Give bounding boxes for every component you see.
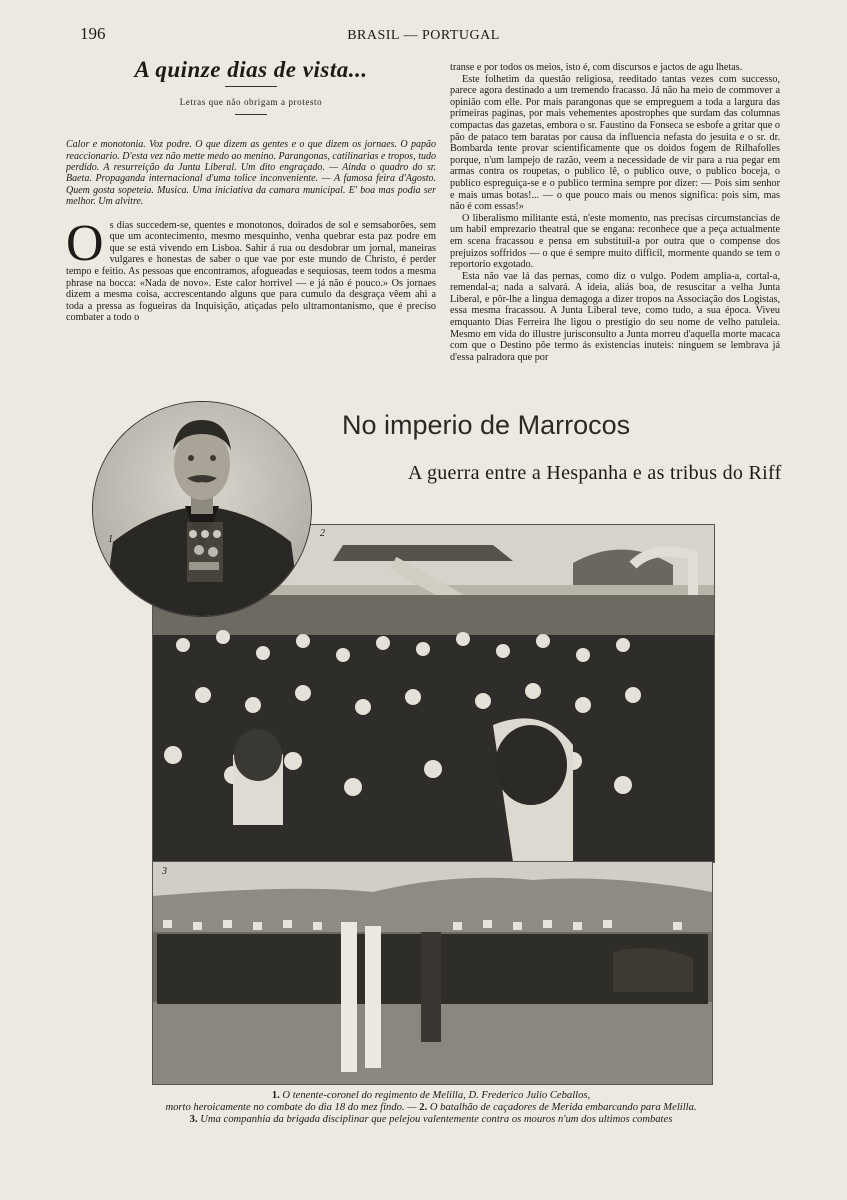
photo-number-3: 3 [162, 866, 167, 877]
article-subtitle: Letras que não obrigam a protesto [179, 96, 323, 107]
subtitle-rule [235, 114, 267, 115]
lead-paragraph-text: s dias succedem-se, quentes e monotonos, doirados de sol e semsaborões, sem que um acontecimento, mesmo mesquinho, venha quebrar esta paz podre em que se está vivendo em Lisboa. Sahir á rua ou desdobrar um jornal, maneiras vulgares e honestas de saber o que vae por este mundo de Christo, é perder tempo e feitio. As pessoas que encontramos, afogueadas e sequiosas, teem todos a mesma phrase na bocca: «Nada de novo». Este calor horrivel — e já não é pouco.» Os jornaes dizem a mesma coisa, accrescentando alguns que para cumulo da desgraça vêem ahi a toda a pressa as fogueiras da Inquisição, atiçadas pelo ultramontanismo, que é preciso combater a todo o [66, 219, 436, 324]
photo-number-1: 1 [108, 534, 113, 545]
article-summary: Calor e monotonia. Voz podre. O que dizem as gentes e o que dizem os jornaes. O papão reaccionario. D'esta vez não mette medo ao menino. Parangonas, catilinarias e tropos, tudo perdido. A resurreição da Junta Liberal. Um dito engraçado. — Ainda o quadro do sr. Baeta. Propaganda internacional d'uma tolice inconveniente. — A famosa feira d'Agosto. Quem gosta sopeteia. Musica. Uma iniciativa da camara municipal. E' boa mas podia ser melhor. Um alvitre. [66, 139, 436, 208]
portrait-photo [92, 401, 312, 617]
caption-line-2 [86, 1102, 776, 1114]
right-paragraph: transe e por todos os meios, isto é, com discursos e jactos de agu lhetas. [450, 62, 743, 73]
lead-paragraph [66, 214, 436, 324]
title-rule [225, 86, 277, 87]
caption-text-3: Uma companhia da brigada disciplinar que pelejou valentemente contra os mouros n'um dos ultimos combates [197, 1114, 673, 1126]
article-title: A quinze dias de vista... [134, 58, 368, 82]
right-paragraph: Esta não vae lá das pernas, como diz o vulgo. Podem amplia-a, cortal-a, remendal-a; nada a salvará. A ideia, aliás boa, de resuscitar a velha Junta Liberal, e pôr-lhe a lingua demagoga a dizer tropos na Associação dos Logistas, essa mesma fracassou. A Junta Liberal teve, como tudo, a sua época. Viveu emquanto Dias Ferreira lhe ligou o prestigio do seu nome de velho patuleia. Mesmo em vida do illustre jurisconsulto a Junta morreu d'aquella morte macaca com que o Destino põe termo ás existencias inuteis: ninguem se lembrava já d'essa palradora que por [450, 270, 780, 363]
running-head [0, 28, 847, 44]
drop-cap: O [66, 214, 104, 272]
caption-number-1: 1. [271, 1090, 280, 1101]
page-number: 196 [80, 24, 106, 43]
disciplinary-company-photo [152, 861, 713, 1085]
feature-title: No imperio de Marrocos [342, 410, 631, 440]
photo-number-2: 2 [320, 528, 325, 539]
officer-portrait-illustration [93, 402, 311, 616]
caption-text-1b: morto heroicamente no combate do dia 18 do mez findo. — [165, 1102, 420, 1114]
right-paragraph: O liberalismo militante está, n'este momento, nas precisas circumstancias de um habil emprezario theatral que se engana: reconhece que a peça actualmente em scena fracassou e pensa em substituil-a por outra que o compense dos prejuizos soffridos — o que é sempre muito difficil, mormente quando se tem o reportorio exgotado. [450, 212, 780, 271]
right-paragraph: Este folhetim da questão religiosa, reeditado tantas vezes com successo, parece agora destinado a um tremendo fracasso. Já não ha meio de commover a opinião com elle. Por mais parangonas que se empreguem a toda a largura das primeiras paginas, por mais vehementes apostrophes que surdam das columnas compactas das gazetas, embora o sr. Faustino da Fonseca se esbofe a gritar que o pão de pataco tem baratas por causa da influencia nefasta do jesuita e o sr. dr. Bombarda tente provar scientificamente que os doidos fogem de Rilhafolles porque, n'um lampejo de razão, veem a necessidade de vir para a rua pegar em armas contra os roupetas, o publico lê, o publico ouve, o publico boceja, o publico espreguiça-se e o publico termina sempre por dizer: — Pois sim senhor e mais umas botas!... — o que pouco mais ou menos significa: pois sim, mas não é com essas!» [450, 73, 780, 213]
caption-text-2: O batalhão de caçadores de Merida embarcando para Melilla. [427, 1102, 697, 1114]
caption-number-3: 3. [189, 1114, 198, 1126]
caption-line-1 [86, 1090, 776, 1102]
caption-text-1: O tenente-coronel do regimento de Melilla, D. Frederico Julio Ceballos, [279, 1090, 591, 1101]
company-field-illustration [153, 862, 712, 1084]
caption-number-2: 2. [419, 1102, 428, 1114]
running-head-text: BRASIL — PORTUGAL [347, 28, 500, 43]
caption-line-3 [86, 1114, 776, 1126]
article-right-column [450, 62, 780, 376]
feature-subtitle: A guerra entre a Hespanha e as tribus do Riff [408, 462, 782, 484]
article-left-column [66, 58, 436, 376]
photo-caption [86, 1090, 776, 1127]
